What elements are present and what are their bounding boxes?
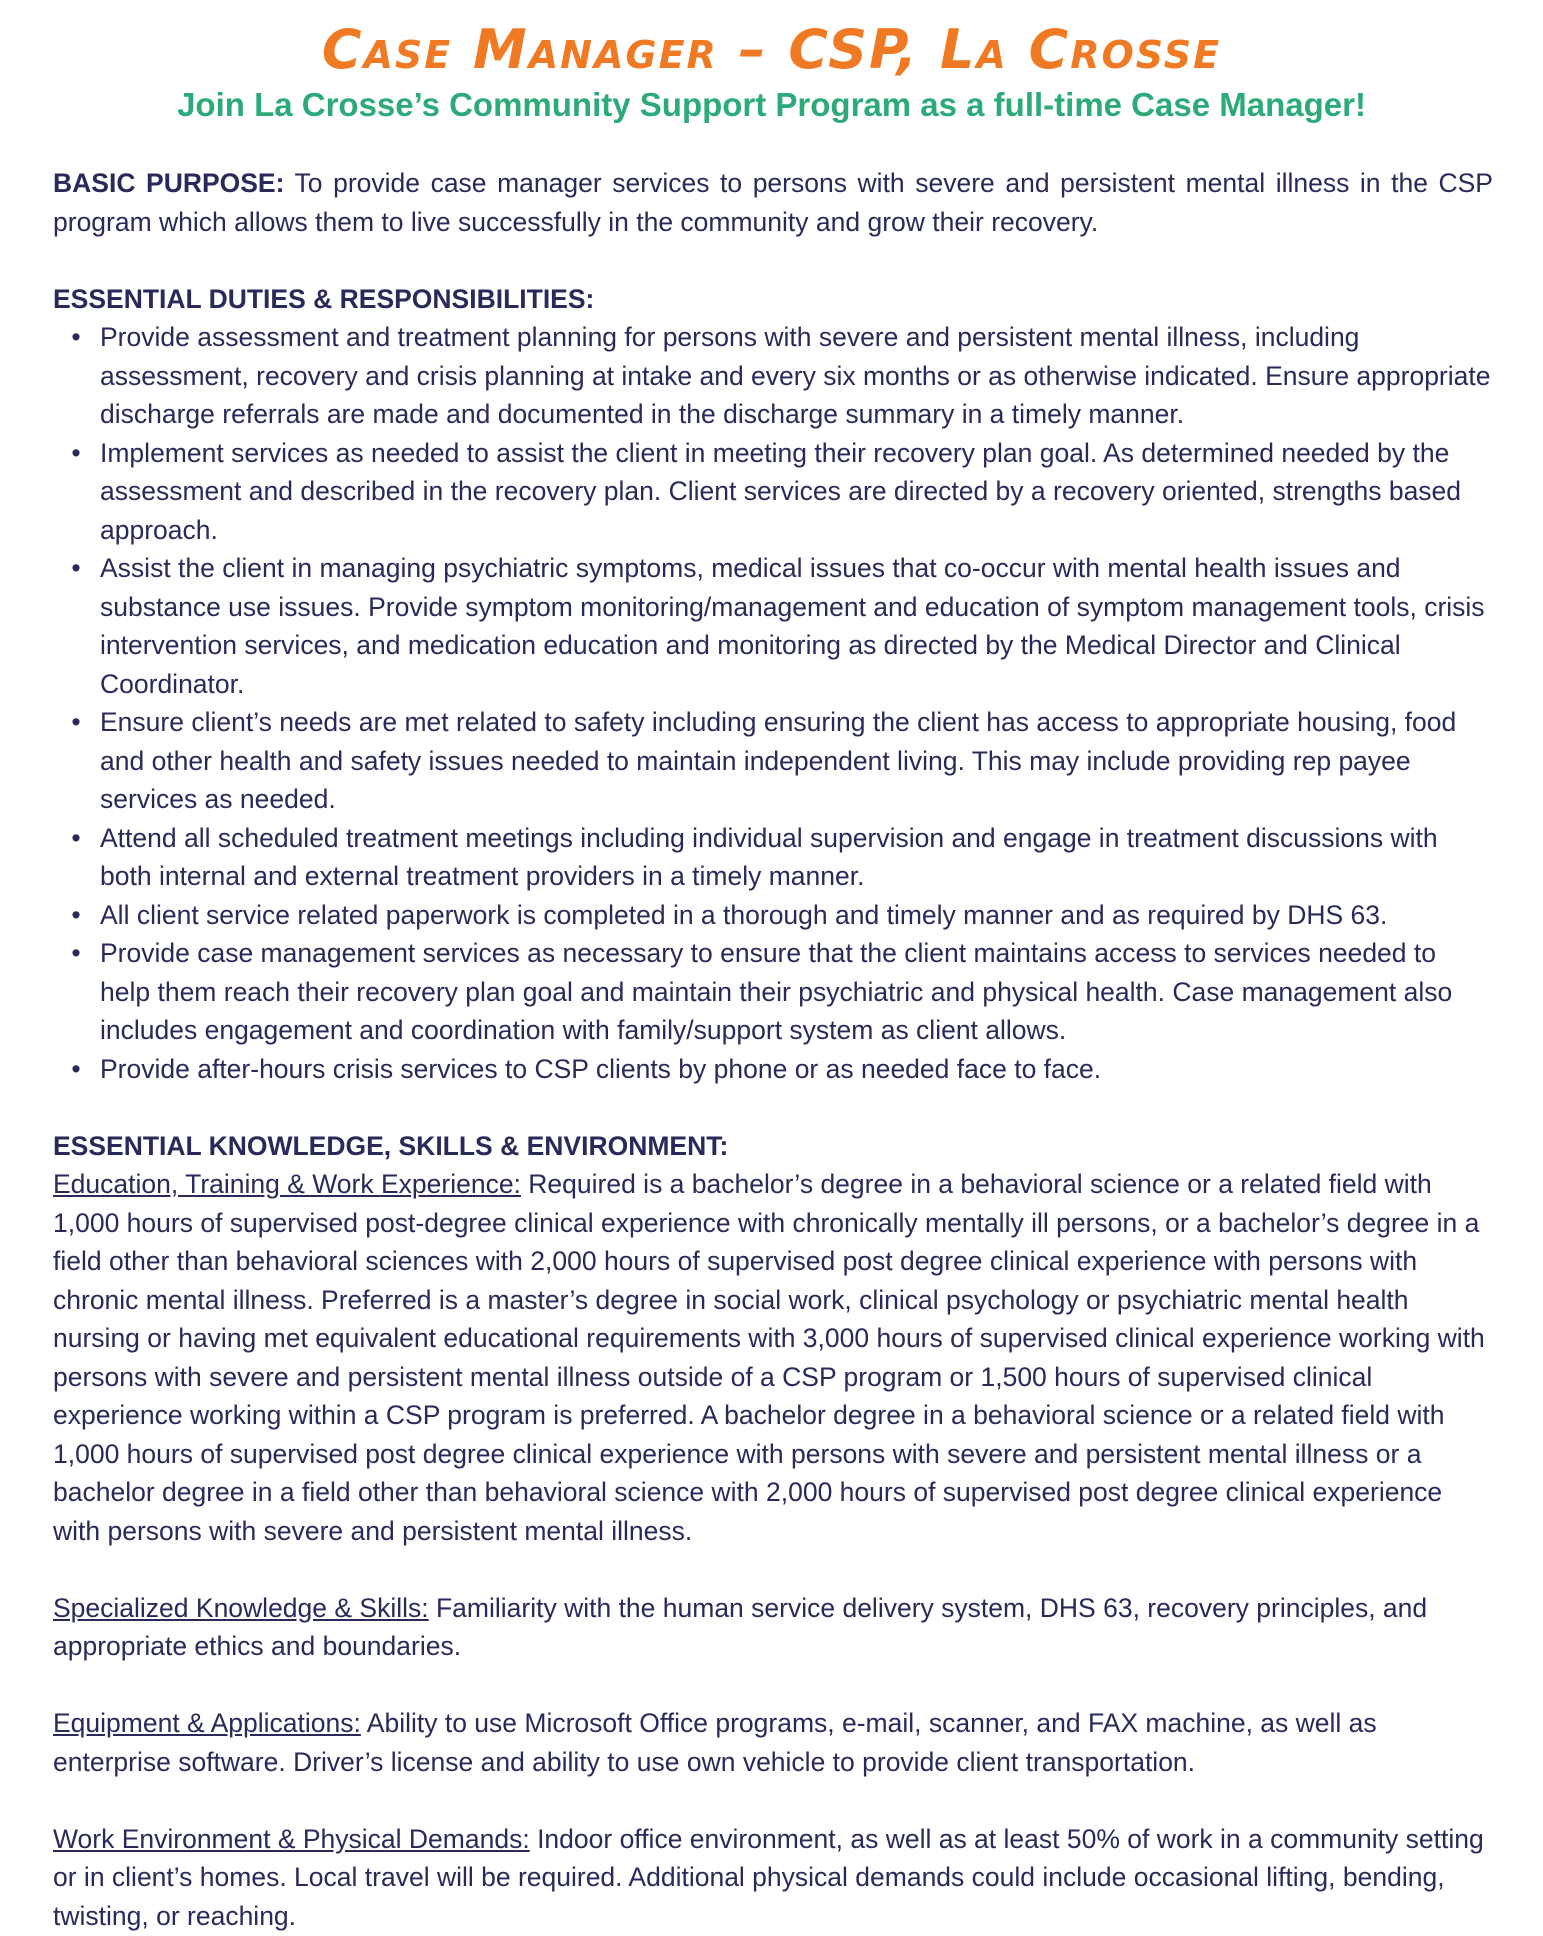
skills-paragraph [53, 1589, 1493, 1666]
environment-paragraph [53, 1820, 1493, 1936]
page-title: Case Manager – CSP, La Crosse [321, 18, 1222, 81]
page-subtitle: Join La Crosse’s Community Support Program as a full-time Case Manager! [177, 86, 1366, 123]
duties-list [53, 318, 1493, 1088]
bullet-icon: • [71, 322, 81, 352]
list-item [53, 934, 1493, 1050]
knowledge-heading: ESSENTIAL KNOWLEDGE, SKILLS & ENVIRONMENT: [53, 1130, 729, 1161]
bullet-icon: • [71, 553, 81, 583]
spacer [53, 1088, 1493, 1127]
list-item [53, 434, 1493, 550]
duty-text: Attend all scheduled treatment meetings including individual supervision and engage in treatment discussions with both internal and external treatment providers in a timely manner. [100, 822, 1438, 891]
duties-heading: ESSENTIAL DUTIES & RESPONSIBILITIES: [53, 283, 595, 314]
spacer [53, 1781, 1493, 1820]
education-label: Education, Training & Work Experience: [53, 1169, 521, 1199]
equipment-paragraph [53, 1704, 1493, 1781]
spacer [53, 1550, 1493, 1589]
spacer [53, 241, 1493, 280]
duty-text: All client service related paperwork is completed in a thorough and timely manner and as required by DHS 63. [100, 899, 1388, 930]
duty-text: Provide after-hours crisis services to CSP clients by phone or as needed face to face. [100, 1053, 1102, 1084]
duty-text: Implement services as needed to assist the client in meeting their recovery plan goal. As determined needed by the assessment and described in the recovery plan. Client services are directed by a recovery oriented, strengths based approach. [100, 437, 1462, 545]
education-text: Required is a bachelor’s degree in a behavioral science or a related field with 1,000 hours of supervised post-degree clinical experience with chronically mentally ill persons, or a bachelor’s degree in a field other than behavioral sciences with 2,000 hours of supervised post degree clinical experience with persons with chronic mental illness. Preferred is a master’s degree in social work, clinical psychology or psychiatric mental health nursing or having met equivalent educational requirements with 3,000 hours of supervised clinical experience working with persons with severe and persistent mental illness outside of a CSP program or 1,500 hours of supervised clinical experience working within a CSP program is preferred. A bachelor degree in a behavioral science or a related field with 1,000 hours of supervised post degree clinical experience with persons with severe and persistent mental illness or a bachelor degree in a field other than behavioral science with 2,000 hours of supervised post degree clinical experience with persons with severe and persistent mental illness. [53, 1169, 1485, 1546]
bullet-icon: • [71, 1053, 81, 1084]
bullet-icon: • [71, 707, 81, 737]
bullet-icon: • [71, 899, 81, 930]
bullet-icon: • [71, 938, 81, 968]
duty-text: Assist the client in managing psychiatric symptoms, medical issues that co-occur with mental health issues and substance use issues. Provide symptom monitoring/management and education of symptom management tools, crisis intervention services, and medication education and monitoring as directed by the Medical Director and Clinical Coordinator. [100, 553, 1485, 699]
spacer [53, 1666, 1493, 1705]
environment-label: Work Environment & Physical Demands: [53, 1823, 530, 1854]
list-item [53, 896, 1493, 935]
job-description [53, 164, 1493, 1935]
list-item [53, 549, 1493, 703]
list-item [53, 318, 1493, 434]
bullet-icon: • [71, 437, 81, 468]
environment-text: Indoor office environment, as well as at least 50% of work in a community setting or in client’s homes. Local travel will be required. Additional physical demands could include occasional lifting, bending, twisting, or reaching. [53, 1823, 1484, 1931]
list-item [53, 1050, 1493, 1089]
education-paragraph [53, 1165, 1493, 1550]
duty-text: Provide case management services as necessary to ensure that the client maintains access to services needed to help them reach their recovery plan goal and maintain their psychiatric and physical health. Case management also includes engagement and coordination with family/support system as client allows. [100, 938, 1453, 1045]
list-item [53, 703, 1493, 819]
basic-purpose-text: To provide case manager services to persons with severe and persistent mental illness in the CSP program which allows them to live successfully in the community and grow their recovery. [53, 168, 1493, 237]
basic-purpose-label: BASIC PURPOSE: [53, 168, 285, 198]
bullet-icon: • [71, 822, 81, 853]
equipment-text: Ability to use Microsoft Office programs, e-mail, scanner, and FAX machine, as well as enterprise software. Driver’s license and ability to use own vehicle to provide client transportation. [53, 1708, 1377, 1777]
list-item [53, 819, 1493, 896]
basic-purpose-paragraph [53, 164, 1493, 241]
duty-text: Ensure client’s needs are met related to safety including ensuring the client has access to appropriate housing, food and other health and safety issues needed to maintain independent living. This may include providing rep payee services as needed. [100, 707, 1457, 814]
duty-text: Provide assessment and treatment planning for persons with severe and persistent mental illness, including assessment, recovery and crisis planning at intake and every six months or as otherwise indicated. Ensure appropriate discharge referrals are made and documented in the discharge summary in a timely manner. [100, 322, 1491, 429]
skills-text: Familiarity with the human service delivery system, DHS 63, recovery principles, and appropriate ethics and boundaries. [53, 1592, 1428, 1661]
equipment-label: Equipment & Applications: [53, 1708, 361, 1738]
skills-label: Specialized Knowledge & Skills: [53, 1592, 429, 1623]
